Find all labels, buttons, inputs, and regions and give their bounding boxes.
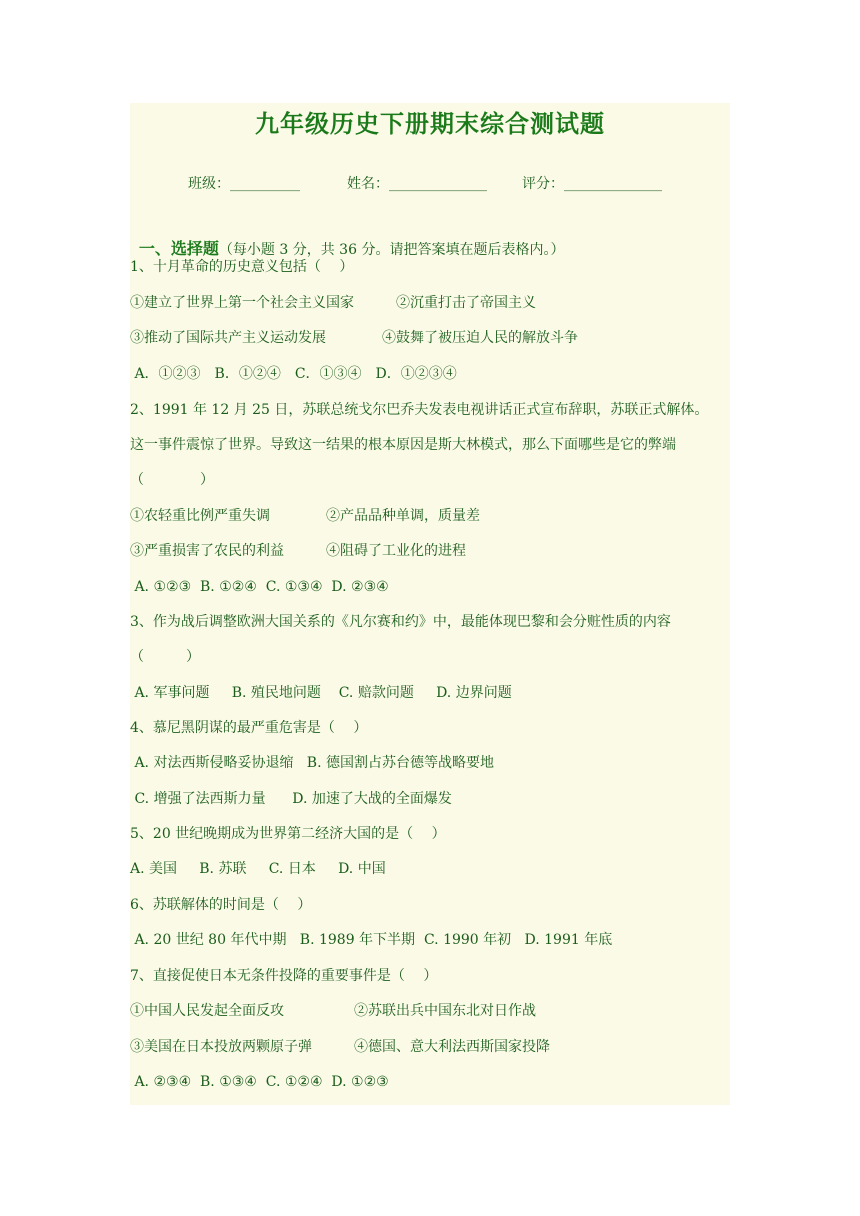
- question-line: ③严重损害了农民的利益 ④阻碍了工业化的进程: [130, 543, 466, 559]
- question-line: A. 美国 B. 苏联 C. 日本 D. 中国: [130, 861, 386, 877]
- question-line: 这一事件震惊了世界。导致这一结果的根本原因是斯大林模式，那么下面哪些是它的弊端: [130, 437, 676, 453]
- question-line: A. 军事问题 B. 殖民地问题 C. 赔款问题 D. 边界问题: [130, 685, 512, 701]
- section-title: 一、选择题: [138, 239, 219, 258]
- question-line: 1、十月革命的历史意义包括（ ）: [130, 259, 354, 275]
- section-heading: [130, 219, 564, 260]
- question-line: ①农轻重比例严重失调 ②产品品种单调，质量差: [130, 508, 480, 524]
- question-line: 5、20 世纪晚期成为世界第二经济大国的是（ ）: [130, 826, 446, 842]
- question-line: 4、慕尼黑阴谋的最严重危害是（ ）: [130, 720, 368, 736]
- question-line: 6、苏联解体的时间是（ ）: [130, 897, 312, 913]
- section-instructions: （每小题 3 分，共 36 分。请把答案填在题后表格内。）: [218, 242, 565, 258]
- question-line: （ ）: [130, 649, 200, 665]
- name-field: 姓名：______________: [347, 176, 487, 192]
- question-line: ③美国在日本投放两颗原子弹 ④德国、意大利法西斯国家投降: [130, 1039, 550, 1055]
- score-field: 评分：______________: [522, 176, 662, 192]
- question-line: ①建立了世界上第一个社会主义国家 ②沉重打击了帝国主义: [130, 295, 536, 311]
- page-title: 九年级历史下册期末综合测试题: [255, 109, 605, 138]
- question-line: C. 增强了法西斯力量 D. 加速了大战的全面爆发: [130, 791, 452, 807]
- question-line: A. ②③④ B. ①③④ C. ①②④ D. ①②③: [130, 1074, 389, 1090]
- question-line: ③推动了国际共产主义运动发展 ④鼓舞了被压迫人民的解放斗争: [130, 330, 578, 346]
- class-field: 班级：__________: [188, 176, 300, 192]
- question-line: （ ）: [130, 472, 214, 488]
- question-line: 2、1991 年 12 月 25 日，苏联总统戈尔巴乔夫发表电视讲话正式宣布辞职，苏联正式解体。: [130, 402, 709, 418]
- question-line: 3、作为战后调整欧洲大国关系的《凡尔赛和约》中，最能体现巴黎和会分赃性质的内容: [130, 614, 671, 630]
- question-line: A. 对法西斯侵略妥协退缩 B. 德国割占苏台德等战略要地: [130, 755, 494, 771]
- question-line: A．①②③ B．①②④ C．①③④ D．①②③④: [130, 366, 457, 382]
- question-line: A. 20 世纪 80 年代中期 B. 1989 年下半期 C. 1990 年初 D. 1991 年底: [130, 932, 613, 948]
- question-line: A. ①②③ B. ①②④ C. ①③④ D. ②③④: [130, 579, 389, 595]
- question-line: ①中国人民发起全面反攻 ②苏联出兵中国东北对日作战: [130, 1003, 536, 1019]
- question-line: 7、直接促使日本无条件投降的重要事件是（ ）: [130, 968, 438, 984]
